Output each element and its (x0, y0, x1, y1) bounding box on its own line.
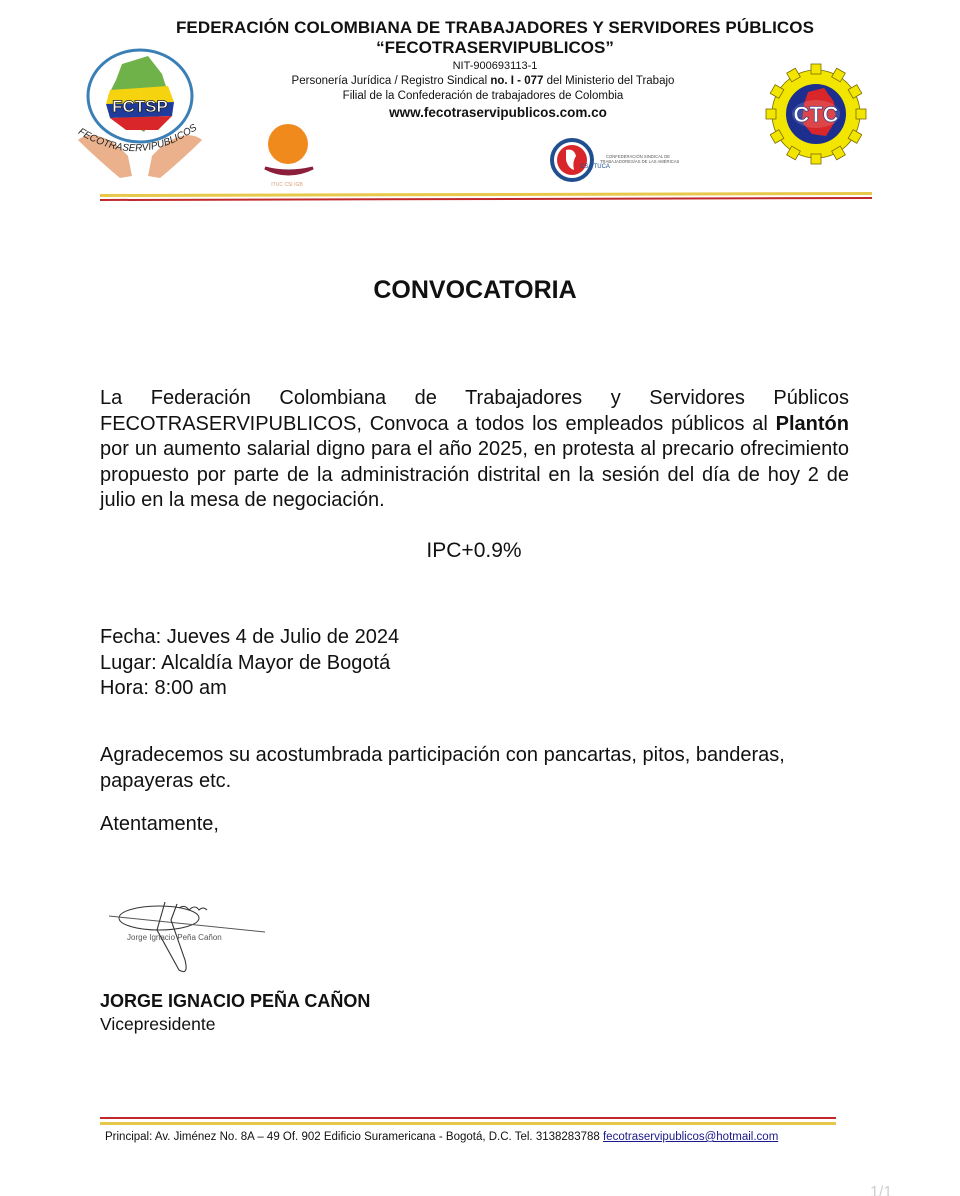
nit-number: NIT-900693113-1 (452, 60, 538, 72)
ctc-label: CTC (793, 102, 839, 127)
header-rule-red (100, 197, 872, 201)
header-rule-yellow (100, 192, 872, 197)
event-date: Fecha: Jueves 4 de Julio de 2024 (100, 626, 400, 648)
paragraph-bold-planton: Plantón (775, 412, 849, 435)
website-link[interactable]: www.fecotraservipublicos.com.co (389, 105, 607, 120)
federation-acronym: “FECOTRASERVIPUBLICOS” (376, 38, 614, 57)
csa-tuca-logo (548, 136, 698, 186)
signer-name: JORGE IGNACIO PEÑA CAÑON (100, 991, 371, 1011)
footer-address-text: Principal: Av. Jiménez No. 8A – 49 Of. 902 Edificio Suramericana - Bogotá, D.C. Tel. 3138283788 (105, 1131, 603, 1143)
csa-caption-2: TRABAJADORES/AS DE LAS AMÉRICAS (600, 159, 680, 164)
footer-email-link[interactable]: fecotraservipublicos@hotmail.com (602, 1131, 779, 1143)
ituc-label: ITUC CSI IGB (271, 182, 303, 188)
footer-rule-red (100, 1117, 836, 1119)
signature-stamp-text: Jorge Ignacio Peña Cañon (127, 933, 222, 942)
event-time: Hora: 8:00 am (100, 677, 227, 699)
page-indicator: 1/1 (870, 1184, 893, 1196)
event-location: Lugar: Alcaldía Mayor de Bogotá (100, 652, 391, 674)
fctsp-logo (70, 44, 210, 184)
csa-caption-1: CONFEDERACIÓN SINDICAL DE (606, 154, 671, 159)
ctc-logo (764, 62, 868, 166)
signer-role: Vicepresidente (100, 1014, 216, 1034)
signature-image (105, 890, 275, 980)
registry-number: no. I - 077 (490, 75, 544, 87)
federation-name: FEDERACIÓN COLOMBIANA DE TRABAJADORES Y SERVIDORES PÚBLICOS (175, 18, 815, 37)
closing-text: Atentamente, (100, 813, 219, 835)
registry-prefix: Personería Jurídica / Registro Sindical (291, 75, 491, 87)
ituc-logo (253, 120, 333, 190)
convocation-paragraph (100, 386, 849, 514)
paragraph-text-1: La Federación Colombiana de Trabajadores y Servidores Públicos FECOTRASERVIPUBLICOS, Convoca a todos los empleados públicos al (100, 387, 849, 435)
paragraph-text-2: por un aumento salarial digno para el año 2025, en protesta al precario ofrecimiento propuesto por parte de la administración distrital en la sesión del día de hoy 2 de julio en la mesa de negociación. (100, 438, 849, 511)
salary-offer: IPC+0.9% (426, 539, 522, 562)
thanks-text: Agradecemos su acostumbrada participación con pancartas, pitos, banderas, papayeras etc. (100, 744, 785, 792)
registry-suffix: del Ministerio del Trabajo (543, 75, 675, 87)
csa-label: CSA TUCA (580, 164, 610, 170)
fctsp-arc-text: FECOTRASERVIPUBLICOS (76, 122, 200, 155)
footer-rule-yellow (100, 1122, 836, 1125)
fctsp-label: FCTSP (112, 97, 168, 116)
document-title: CONVOCATORIA (373, 276, 577, 304)
affiliation-text: Filial de la Confederación de trabajadores de Colombia (342, 90, 624, 102)
footer-address (105, 1131, 778, 1143)
